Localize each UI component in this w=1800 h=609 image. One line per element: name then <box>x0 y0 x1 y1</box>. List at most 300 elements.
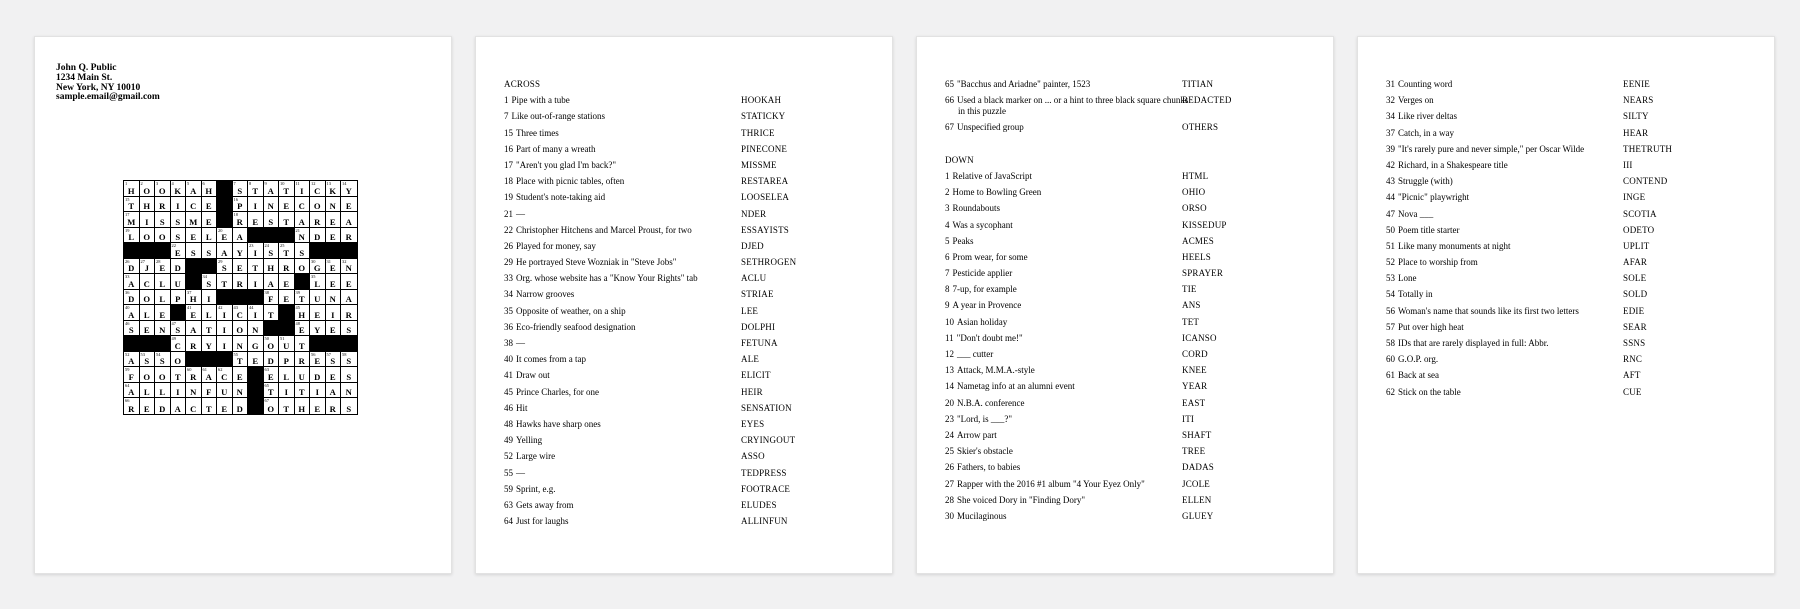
clue-body <box>1386 160 1635 171</box>
grid-cell <box>248 212 264 228</box>
grid-cell-letter: I <box>300 185 304 196</box>
grid-cell <box>279 367 295 383</box>
grid-cell-letter: E <box>283 294 290 304</box>
grid-cell <box>326 398 342 414</box>
clue-body <box>1386 144 1635 155</box>
grid-cell <box>233 305 249 321</box>
clue-answer: TITIAN <box>1182 79 1214 89</box>
clue-row <box>504 176 872 187</box>
clue-number: 9 <box>945 300 950 311</box>
grid-cell <box>155 228 171 244</box>
clue-number: 41 <box>504 370 513 381</box>
clue-number: 50 <box>1386 224 1395 235</box>
clue-number: 14 <box>945 381 954 392</box>
grid-cell <box>186 197 202 213</box>
grid-cell-letter: S <box>175 232 181 242</box>
clue-text: Poem title starter <box>1398 224 1460 235</box>
grid-cell-letter: G <box>313 263 321 273</box>
grid-cell-letter: L <box>143 387 150 397</box>
grid-cell-number: 66 <box>125 398 130 403</box>
grid-cell-letter: R <box>128 403 135 414</box>
grid-cell <box>264 398 280 414</box>
grid-cell-letter: S <box>346 403 352 414</box>
clue-row <box>945 95 1313 117</box>
grid-cell <box>140 181 159 197</box>
grid-cell <box>186 212 202 228</box>
clue-text: Nametag info at an alumni event <box>957 381 1075 392</box>
clue-body <box>945 414 1194 425</box>
grid-cell <box>341 259 357 275</box>
grid-cell-number: 54 <box>156 351 161 357</box>
grid-cell-letter: R <box>298 356 305 366</box>
grid-cell-letter: T <box>283 216 290 227</box>
clue-number: 1 <box>945 170 950 181</box>
grid-cell-letter: E <box>283 278 290 289</box>
clue-number: 8 <box>945 284 950 295</box>
grid-cell-number: 27 <box>140 258 145 264</box>
clue-answer: PINECONE <box>741 143 788 154</box>
grid-cell-letter: F <box>206 387 212 397</box>
clue-row <box>945 79 1313 90</box>
grid-cell-letter: H <box>298 309 306 320</box>
clue-row <box>945 268 1313 279</box>
grid-cell <box>171 197 187 213</box>
grid-cell-number: 33 <box>125 274 130 279</box>
grid-cell-black <box>248 383 264 399</box>
clue-answer: FETUNA <box>741 338 778 348</box>
clue-number: 21 <box>504 208 513 219</box>
grid-cell-number: 11 <box>295 181 300 186</box>
grid-cell <box>186 243 202 259</box>
clue-body <box>504 192 753 203</box>
grid-cell-number: 64 <box>125 382 130 388</box>
grid-cell <box>202 212 218 228</box>
grid-cell-letter: T <box>298 387 305 397</box>
grid-cell-black <box>264 228 280 244</box>
clue-body <box>1386 306 1635 317</box>
grid-cell-black <box>140 336 156 352</box>
grid-cell-number: 59 <box>125 367 130 372</box>
grid-cell-black <box>140 243 156 259</box>
grid-cell <box>248 243 264 259</box>
grid-cell-black <box>326 243 342 259</box>
clue-body <box>504 403 753 414</box>
clue-text: Draw out <box>516 370 550 381</box>
clue-body <box>945 236 1194 247</box>
clue-text: Lone <box>1398 273 1417 284</box>
grid-cell <box>124 367 140 383</box>
grid-cell <box>171 321 187 337</box>
clue-number: 34 <box>1386 111 1395 122</box>
clue-row <box>945 252 1313 263</box>
grid-cell-letter: C <box>190 201 197 211</box>
clue-body <box>945 79 1194 90</box>
grid-cell-letter: H <box>298 403 306 414</box>
clue-text: Hawks have sharp ones <box>516 418 601 429</box>
grid-cell-letter: H <box>267 263 275 273</box>
clue-text: Totally in <box>1398 289 1433 300</box>
grid-cell-letter: S <box>299 247 305 258</box>
grid-cell-letter: G <box>251 340 259 351</box>
clue-text: — <box>516 467 525 478</box>
address-line: 1234 Main St. <box>56 72 113 83</box>
grid-cell-letter: A <box>174 403 181 414</box>
grid-cell <box>248 321 264 337</box>
clue-number: 4 <box>945 219 950 230</box>
clue-text: A year in Provence <box>952 300 1022 311</box>
grid-cell-letter: N <box>190 387 197 397</box>
grid-cell-letter: O <box>143 185 151 196</box>
grid-cell-letter: I <box>315 387 319 397</box>
clue-body <box>504 468 753 479</box>
clue-number: 22 <box>504 224 513 235</box>
grid-cell-black <box>341 243 357 259</box>
clue-number: 40 <box>504 354 513 365</box>
grid-cell <box>217 367 233 383</box>
grid-cell-letter: K <box>174 185 182 196</box>
clue-body <box>945 203 1194 214</box>
clue-text: Yelling <box>516 435 543 446</box>
grid-cell-letter: T <box>221 278 228 289</box>
grid-cell-black <box>217 352 233 368</box>
grid-cell-letter: R <box>329 403 336 414</box>
grid-cell <box>217 321 233 337</box>
grid-cell-letter: A <box>205 371 212 382</box>
grid-cell-letter: R <box>283 263 290 273</box>
grid-cell <box>326 305 342 321</box>
clue-body <box>1386 370 1635 381</box>
clue-body <box>945 349 1194 360</box>
clue-body <box>945 300 1194 311</box>
clue-answer: INGE <box>1623 192 1646 203</box>
grid-cell-letter: E <box>236 263 243 273</box>
clue-text: Roundabouts <box>952 203 1001 214</box>
grid-cell <box>140 274 156 290</box>
clue-number: 49 <box>504 435 513 446</box>
clue-row <box>504 354 872 365</box>
address-line: John Q. Public <box>56 63 117 73</box>
clue-answer: ANS <box>1182 300 1201 311</box>
grid-cell-letter: T <box>252 263 259 273</box>
grid-cell <box>124 181 140 197</box>
clue-number: 15 <box>504 127 513 138</box>
clue-answer: SOLD <box>1623 289 1648 300</box>
grid-cell-letter: I <box>253 309 257 320</box>
clue-row <box>1386 95 1754 106</box>
grid-cell <box>233 274 249 290</box>
clue-number: 62 <box>1386 386 1395 397</box>
grid-cell-number: 36 <box>125 289 130 295</box>
grid-cell-letter: Y <box>205 340 212 351</box>
grid-cell-letter: T <box>283 185 290 196</box>
grid-cell <box>326 367 342 383</box>
grid-cell-black <box>326 336 342 352</box>
clue-number: 23 <box>945 413 954 424</box>
clue-text: Just for laughs <box>516 516 569 527</box>
clue-body <box>504 289 753 300</box>
grid-cell-letter: S <box>159 356 165 366</box>
clue-text: Struggle (with) <box>1398 176 1453 187</box>
grid-cell-letter: S <box>159 216 165 227</box>
grid-cell-number: 13 <box>326 181 331 186</box>
grid-cell-letter: S <box>128 325 134 335</box>
clue-text: Woman's name that sounds like its first two letters <box>1398 305 1579 316</box>
grid-cell-letter: N <box>236 340 243 351</box>
grid-cell-number: 24 <box>264 243 269 248</box>
clue-text: Eco-friendly seafood designation <box>516 321 636 332</box>
grid-cell-letter: S <box>221 263 227 273</box>
clue-row <box>945 187 1313 198</box>
page-1 <box>34 36 452 574</box>
clue-number: 6 <box>945 251 950 262</box>
clue-number: 2 <box>945 187 950 198</box>
clue-body <box>1386 387 1635 398</box>
grid-cell-letter: H <box>205 185 213 196</box>
clue-number: 63 <box>504 499 513 510</box>
grid-cell <box>217 398 233 414</box>
grid-cell <box>171 352 187 368</box>
grid-cell-letter: U <box>174 278 181 289</box>
grid-cell <box>155 181 171 197</box>
grid-cell-black <box>217 290 233 306</box>
clue-body <box>945 365 1194 376</box>
clue-answer: REDACTED <box>1182 95 1232 106</box>
grid-cell-letter: I <box>284 387 288 397</box>
clue-row <box>504 500 872 511</box>
clue-body <box>945 430 1194 441</box>
clue-row <box>1386 144 1754 155</box>
grid-cell-letter: E <box>205 216 212 227</box>
grid-cell-letter: S <box>346 325 352 335</box>
grid-cell-black <box>341 336 357 352</box>
grid-cell-number: 7 <box>233 181 236 186</box>
grid-cell-letter: C <box>298 201 305 211</box>
clue-answer: AFT <box>1623 370 1641 381</box>
clue-row <box>1386 387 1754 398</box>
grid-cell-black <box>155 243 171 259</box>
clue-body <box>1386 79 1635 90</box>
clue-number: 24 <box>945 429 954 440</box>
grid-cell <box>326 290 342 306</box>
grid-cell-letter: F <box>128 371 134 382</box>
clue-answer: STATICKY <box>741 111 786 122</box>
grid-cell-letter: R <box>314 216 321 227</box>
grid-cell-black <box>217 212 233 228</box>
grid-cell-black <box>279 228 295 244</box>
clue-text: Three times <box>516 127 559 138</box>
grid-cell-letter: T <box>267 309 274 320</box>
grid-cell <box>279 197 295 213</box>
clue-answer: JCOLE <box>1182 478 1210 489</box>
grid-cell <box>279 383 295 399</box>
clue-text: "Picnic" playwright <box>1398 192 1470 203</box>
grid-cell-number: 23 <box>249 243 254 248</box>
clue-answer: LEE <box>741 305 759 316</box>
clue-row <box>1386 79 1754 90</box>
grid-cell-letter: C <box>221 371 228 382</box>
grid-cell-letter: S <box>346 356 352 366</box>
clue-text: Arrow part <box>957 429 997 440</box>
grid-cell-black <box>186 352 202 368</box>
grid-cell-letter: L <box>143 309 150 320</box>
clue-answer: KNEE <box>1182 365 1207 376</box>
grid-cell-letter: O <box>174 356 182 366</box>
grid-cell-number: 17 <box>125 212 130 217</box>
clue-number: 31 <box>1386 79 1395 89</box>
clue-body <box>504 354 753 365</box>
clue-text: Counting word <box>1398 79 1453 89</box>
clue-answer: SILTY <box>1623 111 1649 122</box>
clue-row <box>945 446 1313 457</box>
grid-cell <box>186 305 202 321</box>
grid-cell <box>341 398 357 414</box>
clue-body <box>945 398 1194 409</box>
clue-text: Place with picnic tables, often <box>516 176 625 187</box>
grid-cell-letter: E <box>205 201 212 211</box>
grid-cell-letter: I <box>222 340 226 351</box>
grid-cell-letter: T <box>298 340 305 351</box>
grid-cell <box>233 398 249 414</box>
clue-row <box>504 144 872 155</box>
clue-body <box>945 171 1194 182</box>
clue-answer: ELUDES <box>741 499 777 510</box>
clue-number: 12 <box>945 349 954 359</box>
clue-text: Hit <box>516 402 528 413</box>
grid-cell <box>248 259 264 275</box>
grid-cell <box>171 259 187 275</box>
grid-cell-letter: O <box>313 201 321 211</box>
clue-text: Put over high heat <box>1398 321 1464 332</box>
grid-cell-number: 50 <box>264 336 269 341</box>
grid-cell <box>124 259 140 275</box>
grid-cell-letter: N <box>252 325 259 335</box>
grid-cell <box>264 383 280 399</box>
grid-cell-letter: A <box>190 325 197 335</box>
clue-body <box>1386 128 1635 139</box>
clue-body <box>504 435 753 446</box>
clue-text: He portrayed Steve Wozniak in "Steve Jobs" <box>516 257 677 268</box>
clue-text: Opposite of weather, on a ship <box>516 305 626 316</box>
grid-cell-number: 3 <box>156 181 159 186</box>
grid-cell-letter: E <box>329 371 336 382</box>
clue-answer: FOOTRACE <box>741 483 791 494</box>
grid-cell-letter: E <box>174 247 181 258</box>
grid-cell <box>264 290 280 306</box>
clue-text: She voiced Dory in "Finding Dory" <box>957 494 1086 505</box>
grid-cell-number: 49 <box>171 336 176 341</box>
clue-body <box>945 495 1194 506</box>
clue-number: 48 <box>504 418 513 429</box>
grid-cell <box>155 259 171 275</box>
clue-text: Christopher Hitchens and Marcel Proust, for two <box>516 224 692 235</box>
grid-cell-number: 38 <box>264 289 269 295</box>
grid-cell <box>341 321 357 337</box>
grid-cell-letter: T <box>267 387 274 397</box>
clue-number: 28 <box>945 494 954 505</box>
grid-cell-letter: E <box>329 232 336 242</box>
grid-cell <box>341 352 357 368</box>
grid-cell-letter: E <box>190 309 197 320</box>
clue-text: Unspecified group <box>957 122 1024 133</box>
grid-cell <box>233 243 249 259</box>
grid-cell-letter: D <box>128 263 135 273</box>
clue-answer: HEELS <box>1182 251 1211 262</box>
grid-cell-letter: A <box>267 185 274 196</box>
grid-cell <box>341 383 357 399</box>
clue-row <box>1386 192 1754 203</box>
grid-cell-letter: R <box>190 371 197 382</box>
grid-cell <box>202 336 218 352</box>
grid-cell-letter: S <box>175 325 181 335</box>
grid-cell-letter: L <box>128 232 135 242</box>
grid-cell-letter: A <box>298 216 305 227</box>
clue-body <box>504 338 753 349</box>
grid-cell <box>124 197 140 213</box>
grid-cell-letter: E <box>283 201 290 211</box>
grid-cell-letter: C <box>143 278 150 289</box>
clue-number: 47 <box>1386 208 1395 219</box>
clue-number: 37 <box>1386 127 1395 138</box>
clue-number: 59 <box>504 483 513 494</box>
across-end-and-down-clue-list <box>917 37 1333 573</box>
grid-cell <box>310 228 326 244</box>
grid-cell-number: 35 <box>311 274 316 279</box>
grid-cell <box>233 352 249 368</box>
grid-cell <box>140 398 156 414</box>
clue-answer: OHIO <box>1182 187 1206 198</box>
grid-cell-black <box>186 274 202 290</box>
grid-cell-letter: R <box>236 278 243 289</box>
clue-text: Asian holiday <box>957 316 1008 327</box>
grid-cell-number: 4 <box>171 181 174 186</box>
clue-number: 16 <box>504 143 513 154</box>
clue-row <box>945 171 1313 182</box>
grid-cell-number: 41 <box>187 305 192 310</box>
grid-cell-letter: I <box>207 294 211 304</box>
grid-cell <box>264 259 280 275</box>
clue-body <box>1386 225 1635 236</box>
grid-cell-letter: I <box>176 201 180 211</box>
clue-row <box>504 322 872 333</box>
clue-body <box>945 511 1194 522</box>
grid-cell <box>279 274 295 290</box>
clue-number: 26 <box>504 240 513 251</box>
grid-cell-letter: L <box>159 278 166 289</box>
clue-number: 26 <box>945 462 954 473</box>
clue-answer: YEAR <box>1182 381 1208 392</box>
grid-cell-letter: T <box>174 371 181 382</box>
grid-cell-number: 42 <box>218 305 223 310</box>
clue-number: 7 <box>945 268 950 279</box>
grid-cell-letter: E <box>143 325 150 335</box>
grid-cell-number: 25 <box>280 243 285 248</box>
grid-cell-number: 37 <box>187 289 192 295</box>
clue-body <box>945 284 1194 295</box>
clue-row <box>504 468 872 479</box>
clue-body <box>504 144 753 155</box>
grid-cell <box>341 228 357 244</box>
grid-cell <box>326 321 342 337</box>
clue-text: Gets away from <box>516 499 574 510</box>
grid-cell-letter: R <box>345 232 352 242</box>
grid-cell <box>279 212 295 228</box>
clue-row <box>504 257 872 268</box>
clue-row <box>504 289 872 300</box>
grid-cell <box>264 243 280 259</box>
clue-row <box>945 349 1313 360</box>
clue-row <box>945 333 1313 344</box>
grid-cell <box>295 212 311 228</box>
